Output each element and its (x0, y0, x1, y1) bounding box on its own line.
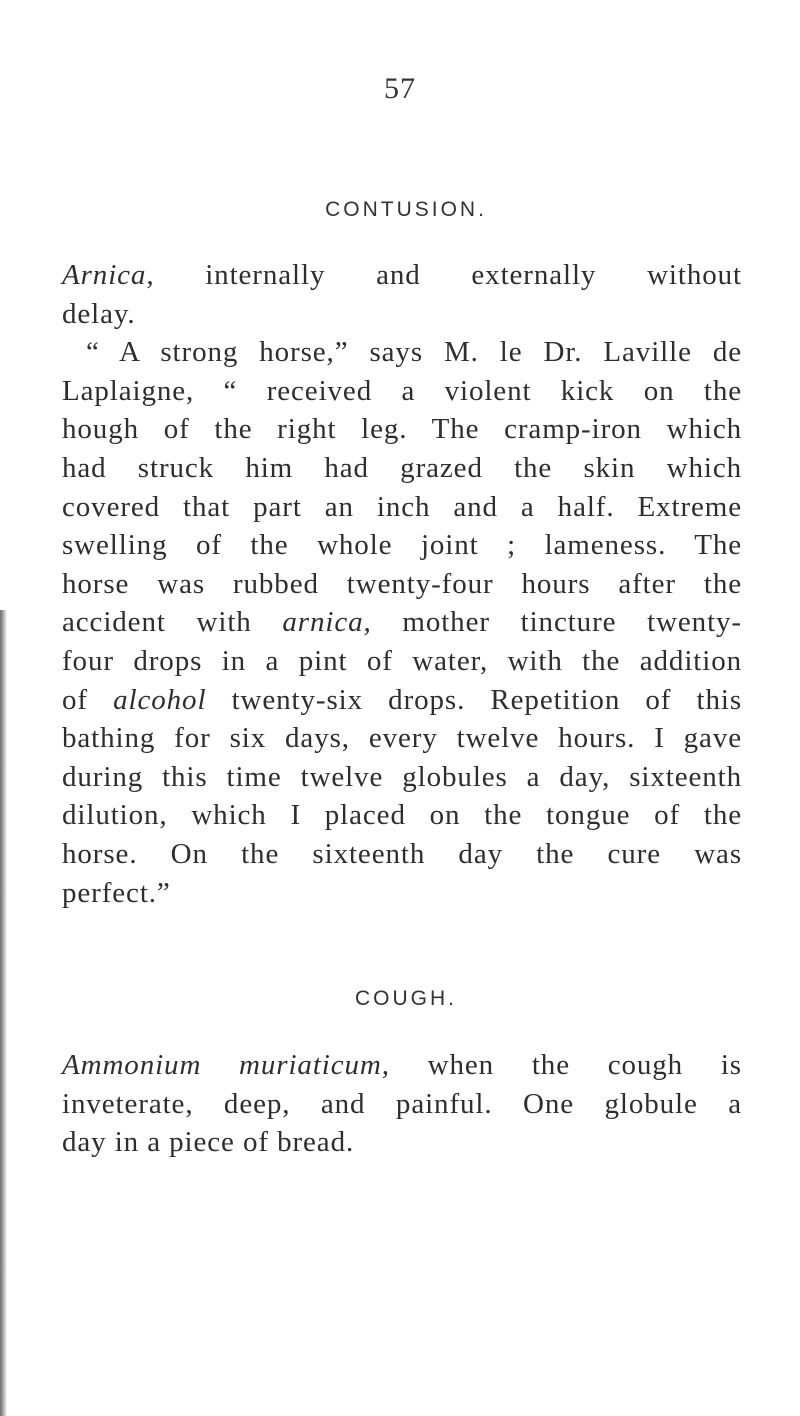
page-gutter-shadow (0, 610, 7, 1416)
text-run: accident with (62, 606, 283, 639)
text-run: Laplaigne, “ received a violent kick on the (62, 374, 742, 407)
text-line (62, 295, 742, 334)
text-run: horse. On the sixteenth day the cure was (62, 837, 742, 870)
text-line (62, 256, 742, 295)
text-run: covered that part an inch and a half. Extreme (62, 490, 742, 523)
text-line (62, 565, 742, 604)
italic-term: Arnica, (62, 259, 155, 291)
text-line (62, 603, 742, 642)
section-body-contusion (62, 256, 742, 912)
text-run: day in a piece of bread. (62, 1126, 355, 1159)
italic-term: arnica, (282, 606, 372, 639)
section-body-cough (62, 1046, 742, 1162)
text-run: when the cough is (389, 1049, 742, 1081)
text-run: twenty-six drops. Repetition of this (206, 683, 743, 716)
text-run: during this time twelve globules a day, sixteenth (62, 760, 742, 793)
text-run: four drops in a pint of water, with the addition (62, 644, 742, 677)
text-line (62, 1085, 742, 1124)
text-run: mother tincture twenty- (371, 606, 742, 639)
text-run: hough of the right leg. The cramp-iron which (62, 413, 742, 446)
text-line (62, 874, 742, 913)
text-line (62, 449, 742, 488)
italic-term: Ammonium muriaticum, (62, 1049, 390, 1081)
text-line (62, 1046, 742, 1085)
section-heading-cough: COUGH. (355, 987, 457, 1010)
text-line (62, 410, 742, 449)
text-line (62, 758, 742, 797)
text-run: delay. (62, 297, 136, 330)
text-run: “ A strong horse,” says M. le Dr. Laville de (86, 336, 742, 369)
text-line (62, 372, 742, 411)
text-line (62, 642, 742, 681)
text-line (62, 526, 742, 565)
text-line (62, 835, 742, 874)
italic-term: alcohol (113, 683, 207, 716)
text-line (62, 1123, 742, 1162)
text-run: internally and externally without (154, 259, 742, 291)
text-line (62, 488, 742, 527)
page-number: 57 (384, 72, 416, 105)
text-run: had struck him had grazed the skin which (62, 451, 742, 484)
text-run: inveterate, deep, and painful. One globule a (62, 1087, 742, 1120)
text-run: dilution, which I placed on the tongue of the (62, 799, 742, 832)
section-heading-contusion: CONTUSION. (325, 198, 487, 221)
text-line (62, 333, 742, 372)
text-line (62, 681, 742, 720)
text-run: swelling of the whole joint ; lameness. The (62, 529, 742, 562)
text-line (62, 796, 742, 835)
text-run: of (62, 683, 114, 716)
text-run: bathing for six days, every twelve hours. I gave (62, 722, 742, 755)
text-line (62, 719, 742, 758)
text-run: perfect.” (62, 876, 171, 909)
text-run: horse was rubbed twenty-four hours after the (62, 567, 742, 600)
